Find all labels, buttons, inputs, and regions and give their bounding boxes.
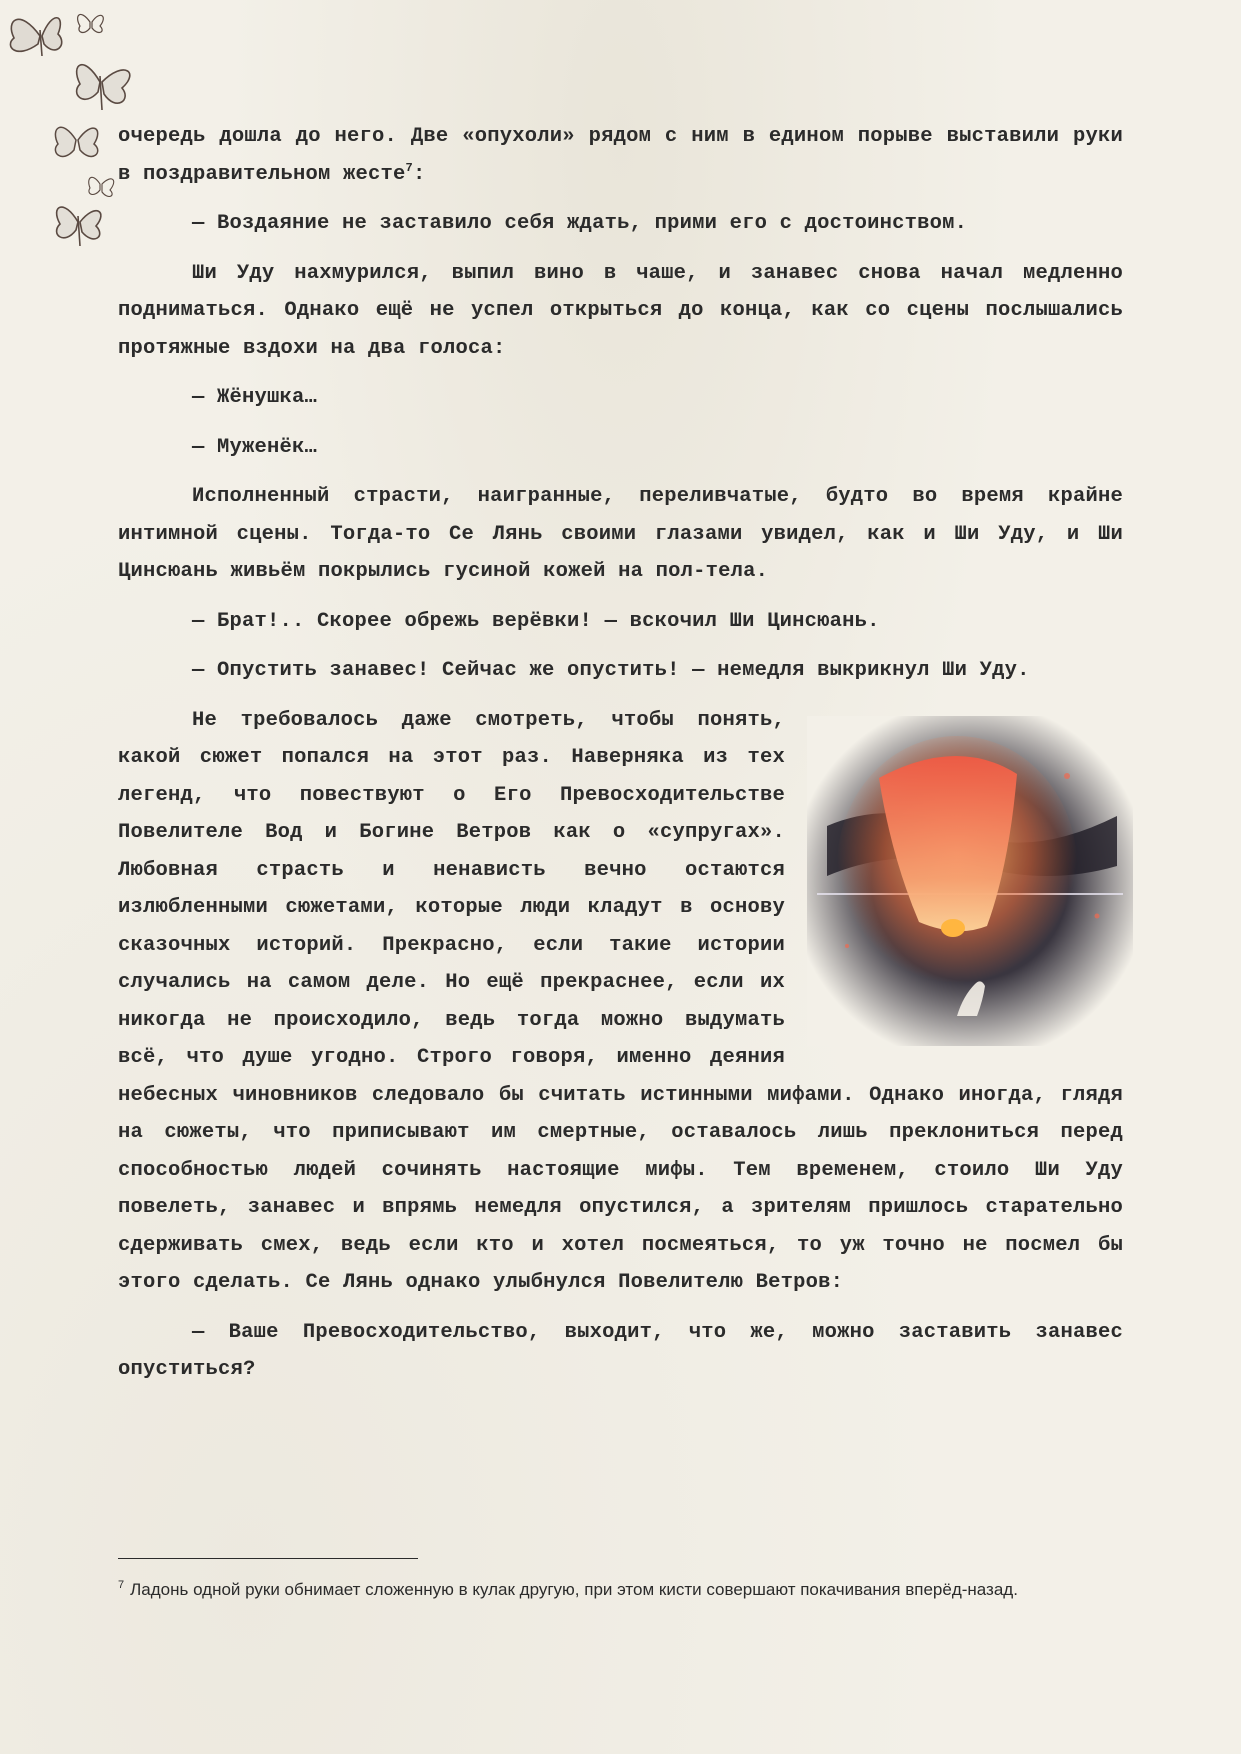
butterfly-icon (89, 177, 114, 196)
butterfly-icon (77, 65, 130, 110)
footnote (118, 1574, 1123, 1606)
footnote-reference[interactable]: 7 (405, 160, 413, 175)
main-text (118, 118, 1123, 1401)
paragraph: Исполненный страсти, наигранные, переливчатые, будто во время крайне интимной сцены. Тогда-то Се Лянь своими глазами увидел, как и Ши Уду, и Ши Цинсюань живьём покрылись гусиной кожей на пол-тела. (118, 485, 1123, 583)
dialogue-line: — Муженёк… (192, 435, 318, 459)
butterfly-icon (78, 14, 104, 32)
dialogue-line: — Ваше Превосходительство, выходит, что же, можно заставить занавес опуститься? (118, 1320, 1123, 1381)
sky-lantern-illustration (807, 716, 1133, 1046)
dialogue-line: — Брат!.. Скорее обрежь верёвки! — вскочил Ши Цинсюань. (192, 609, 880, 633)
paragraph: очередь дошла до него. Две «опухоли» рядом с ним в едином порыве выставили руки в поздравительном жесте$^7$: (118, 125, 1123, 186)
footnote-text: Ладонь одной руки обнимает сложенную в кулак другую, при этом кисти совершают покачивания вперёд-назад. (130, 1580, 1018, 1599)
paragraph: Ши Уду нахмурился, выпил вино в чаше, и занавес снова начал медленно подниматься. Однако ещё не успел открыться до конца, как со сцены послышались протяжные вздохи на два голоса: (118, 261, 1123, 360)
footnote-divider (118, 1558, 418, 1559)
dialogue-line: — Воздаяние не заставило себя ждать, прими его с достоинством. (192, 212, 968, 235)
dialogue-line: — Жёнушка… (192, 386, 318, 409)
butterfly-icon (10, 18, 61, 56)
footnote-marker: 7 (118, 1579, 125, 1592)
paragraph: Не требовалось даже смотреть, чтобы понять, какой сюжет попался на этот раз. Наверняка из тех легенд, что повествуют о Его Превосходительстве Повелителе Вод и Богине Ветров как о «супругах». Любовная страсть и ненависть вечно остаются излюбленными сюжетами, которые люди кладут в основу сказочных историй. Прекрасно, если такие истории случались на самом деле. Но ещё прекраснее, если их никогда не происходило, ведь тогда можно выдумать всё, что душе угодно. Строго говоря, именно деяния небесных чиновников следовало бы считать истинными мифами. Однако иногда, глядя на сюжеты, что приписывают им смертные, оставалось лишь преклониться перед способностью людей сочинять настоящие мифы. Тем временем, стоило Ши Уду повелеть, занавес и впрямь немедля опустился, а зрителям пришлось старательно сдерживать смех, ведь если кто и хотел посмеяться, то уж точно не посмел бы этого сделать. Се Лянь однако улыбнулся Повелителю Ветров: (118, 702, 1123, 1302)
dialogue-line: — Опустить занавес! Сейчас же опустить! — немедля выкрикнул Ши Уду. (192, 659, 1030, 682)
butterfly-icon (57, 207, 101, 246)
butterfly-icon (55, 127, 97, 156)
